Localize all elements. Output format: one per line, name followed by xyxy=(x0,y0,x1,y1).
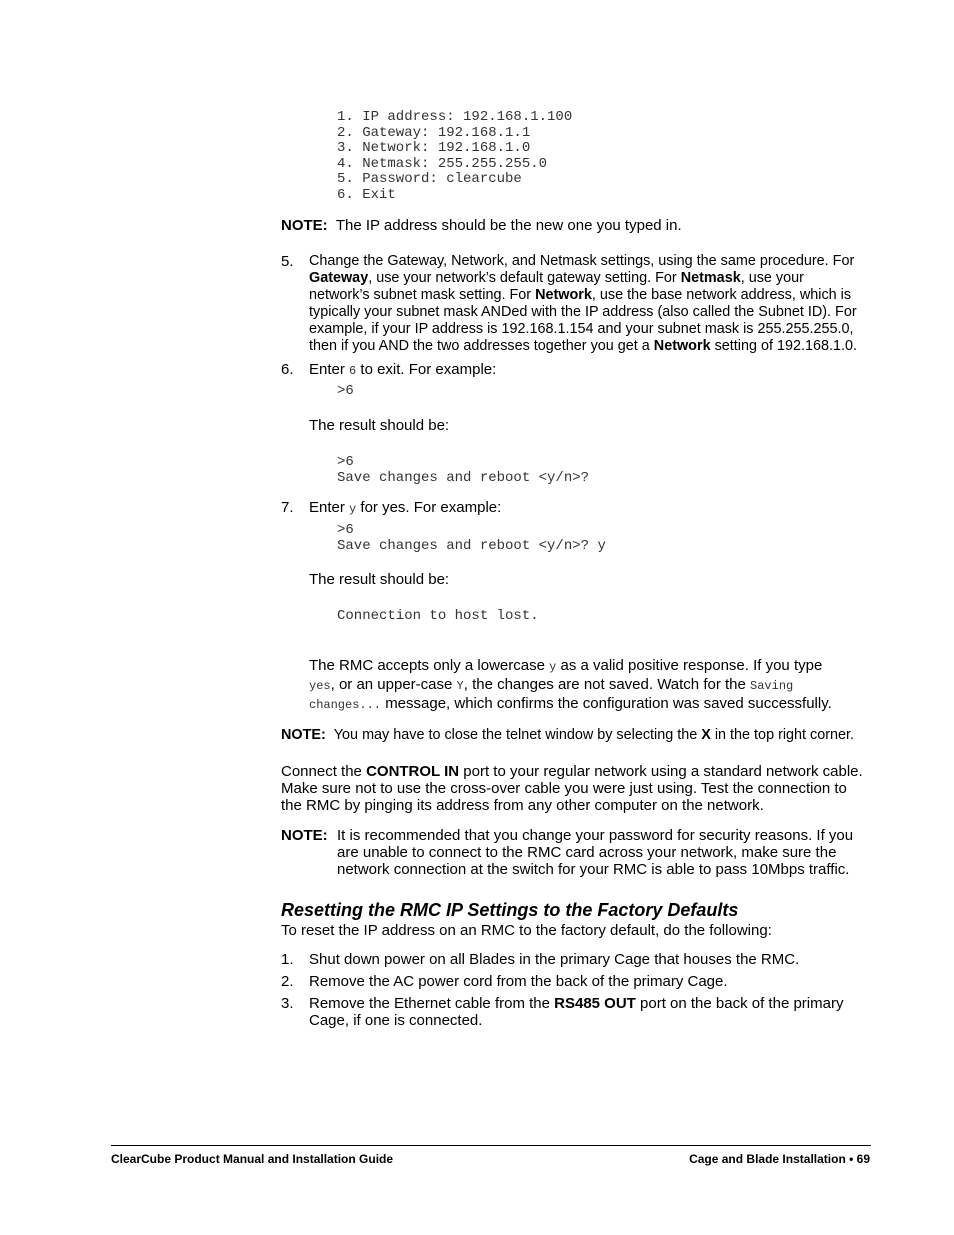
step-number: 6. xyxy=(281,361,294,378)
config-item: 6. Exit xyxy=(337,186,396,203)
note-label: NOTE: xyxy=(281,727,326,743)
note-telnet: NOTE: You may have to close the telnet window by selecting the X in the top right corner. xyxy=(281,727,855,743)
footer-rule xyxy=(111,1145,871,1146)
note-text: The IP address should be the new one you typed in. xyxy=(335,217,682,234)
reset-step-3: Remove the Ethernet cable from the RS485 OUT port on the back of the primary Cage, if one is connected. xyxy=(309,995,844,1029)
step6-result: >6 Save changes and reboot <y/n>? xyxy=(337,454,590,486)
config-item: 4. Netmask: 255.255.255.0 xyxy=(337,155,548,172)
step-number: 2. xyxy=(281,973,294,990)
config-item: 1. IP address: 192.168.1.100 xyxy=(337,109,573,125)
step6-example: >6 xyxy=(337,383,354,399)
connect-paragraph: Connect the CONTROL IN port to your regular network using a standard network cable. Make sure not to use the cross-over cable you were just using. Test the connection to the RMC by pinging its address from any other computer on the network. xyxy=(281,763,863,814)
reset-step-2: Remove the AC power cord from the back of the primary Cage. xyxy=(309,973,728,990)
step6-result-label: The result should be: xyxy=(309,417,450,434)
footer-right: Cage and Blade Installation • 69 xyxy=(689,1152,870,1166)
config-item: 2. Gateway: 192.168.1.1 xyxy=(337,124,531,141)
step-number: 5. xyxy=(281,253,294,270)
step7-result: Connection to host lost. xyxy=(337,608,539,624)
config-item: 3. Network: 192.168.1.0 xyxy=(337,140,531,157)
step7-result-label: The result should be: xyxy=(309,571,450,588)
config-list xyxy=(337,110,572,204)
step-number: 1. xyxy=(281,951,294,968)
step6-text: Enter 6 to exit. For example: xyxy=(309,361,497,378)
note-label: NOTE: xyxy=(281,217,328,234)
config-item: 5. Password: clearcube xyxy=(337,171,522,188)
note-label: NOTE: xyxy=(281,827,328,844)
step-number: 3. xyxy=(281,995,294,1012)
section-heading: Resetting the RMC IP Settings to the Factory Defaults xyxy=(281,900,739,920)
note-password: It is recommended that you change your password for security reasons. If you are unable to connect to the RMC card across your network, make sure the network connection at the switch for your RMC is able to pass 10Mbps traffic. xyxy=(337,827,854,878)
step-number: 7. xyxy=(281,499,294,516)
rmc-paragraph: The RMC accepts only a lowercase y as a valid positive response. If you type yes, or an upper-case Y, the changes are not saved. Watch for the Saving changes... message, which confirms the configuration was saved successfully. xyxy=(309,657,832,712)
section-intro: To reset the IP address on an RMC to the factory default, do the following: xyxy=(281,922,772,939)
step7-text: Enter y for yes. For example: xyxy=(309,499,502,516)
note-new-ip xyxy=(281,217,881,234)
step7-example: >6 Save changes and reboot <y/n>? y xyxy=(337,522,606,554)
reset-step-1: Shut down power on all Blades in the primary Cage that houses the RMC. xyxy=(309,951,800,968)
footer-left: ClearCube Product Manual and Installation Guide xyxy=(111,1152,394,1166)
step5-text: Change the Gateway, Network, and Netmask settings, using the same procedure. For Gateway, use your network’s default gateway setting. For Netmask, use your network’s subnet mask setting. For Network, use the base network address, which is typically your subnet mask ANDed with the IP address (also called the Subnet ID). For example, if your IP address is 192.168.1.154 and your subnet mask is 255.255.255.0, then if you AND the two addresses together you get a Network setting of 192.168.1.0. xyxy=(309,253,857,354)
